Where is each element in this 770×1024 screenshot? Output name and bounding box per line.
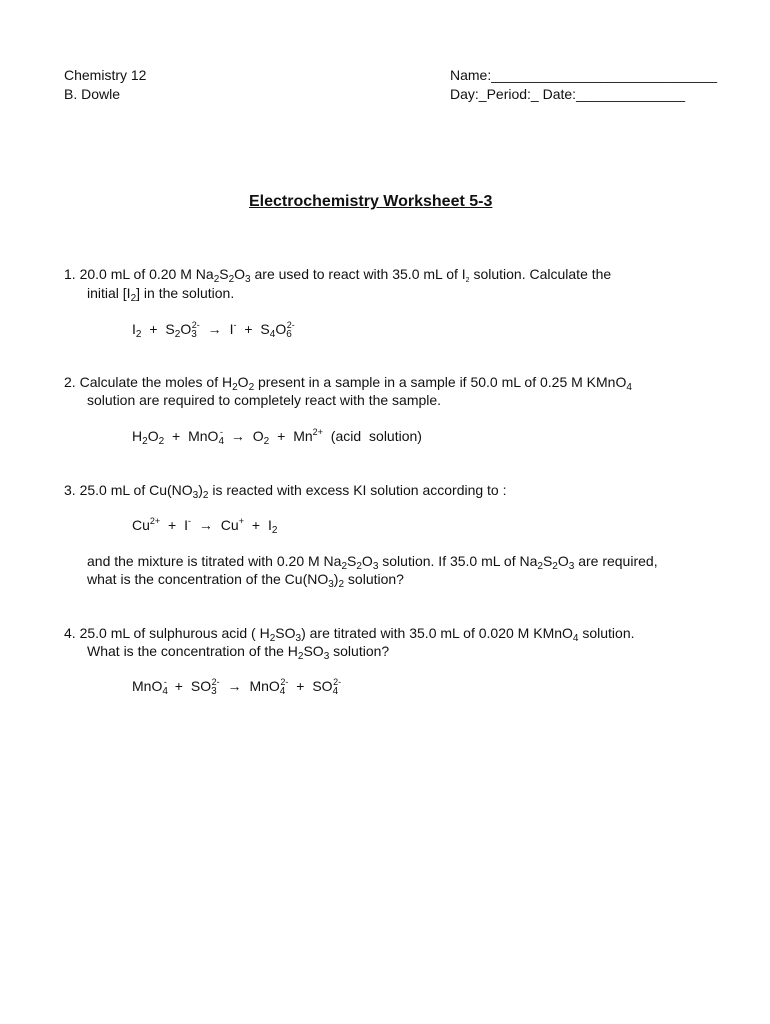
question-number: 2. [64, 374, 76, 390]
equation-3: $Cu^{2+} + I^- \to Cu^+ + I_2$ [132, 516, 278, 536]
question-3 [64, 481, 507, 499]
question-4-line-2: What is the concentration of the $H_2SO_3$ solution? [87, 643, 390, 662]
question-1-line-2: initial $[I_2]$ in the solution. [87, 285, 235, 304]
question-text: 25.0 mL of sulphurous acid ( $H_2SO_3$) are titrated with 35.0 mL of 0.020 M KMnO$_4$ solution. [79, 625, 635, 644]
question-text: 20.0 mL of 0.20 M $Na_2S_2O_3$ are used to react with 35.0 mL of $I_2$ solution. Calculate the [79, 266, 612, 285]
question-text: 25.0 mL of $Cu(NO_3)_2$ is reacted with excess KI solution according to : [79, 482, 507, 501]
equation-4: $MnO_4^- + SO_3^{2-} \to MnO_4^{2-} + SO_4^{2-}$ [132, 677, 342, 697]
question-number: 3. [64, 482, 76, 498]
question-2-line-2: solution are required to completely react with the sample. [87, 392, 442, 408]
worksheet-title: Electrochemistry Worksheet 5-3 [249, 193, 493, 210]
course-name: Chemistry 12 [64, 67, 147, 83]
question-2 [64, 373, 632, 391]
question-number: 4. [64, 625, 76, 641]
question-number: 1. [64, 266, 76, 282]
question-4 [64, 624, 635, 642]
equation-2: $H_2O_2 + MnO_4^- \to O_2 + Mn^{2+}$ (acid solution) [132, 427, 422, 447]
question-3-line-4: what is the concentration of the $Cu(NO_3)_2$ solution? [87, 571, 404, 590]
question-1 [64, 265, 611, 283]
day-period-date-field: Day:_Period:_ Date:______________ [450, 86, 686, 102]
name-field: Name:_____________________________ [450, 67, 718, 83]
equation-1: $I_2 + S_2O_3^{2-} \to I^- + S_4O_6^{2-}$ [132, 320, 295, 340]
teacher-name: B. Dowle [64, 86, 121, 102]
question-text: Calculate the moles of $H_2O_2$ present in a sample in a sample if 50.0 mL of 0.25 M KMnO$_4$ [79, 374, 632, 393]
question-3-line-3: and the mixture is titrated with 0.20 M $Na_2S_2O_3$ solution. If 35.0 mL of $Na_2S_2O_3$ are required, [87, 553, 658, 572]
